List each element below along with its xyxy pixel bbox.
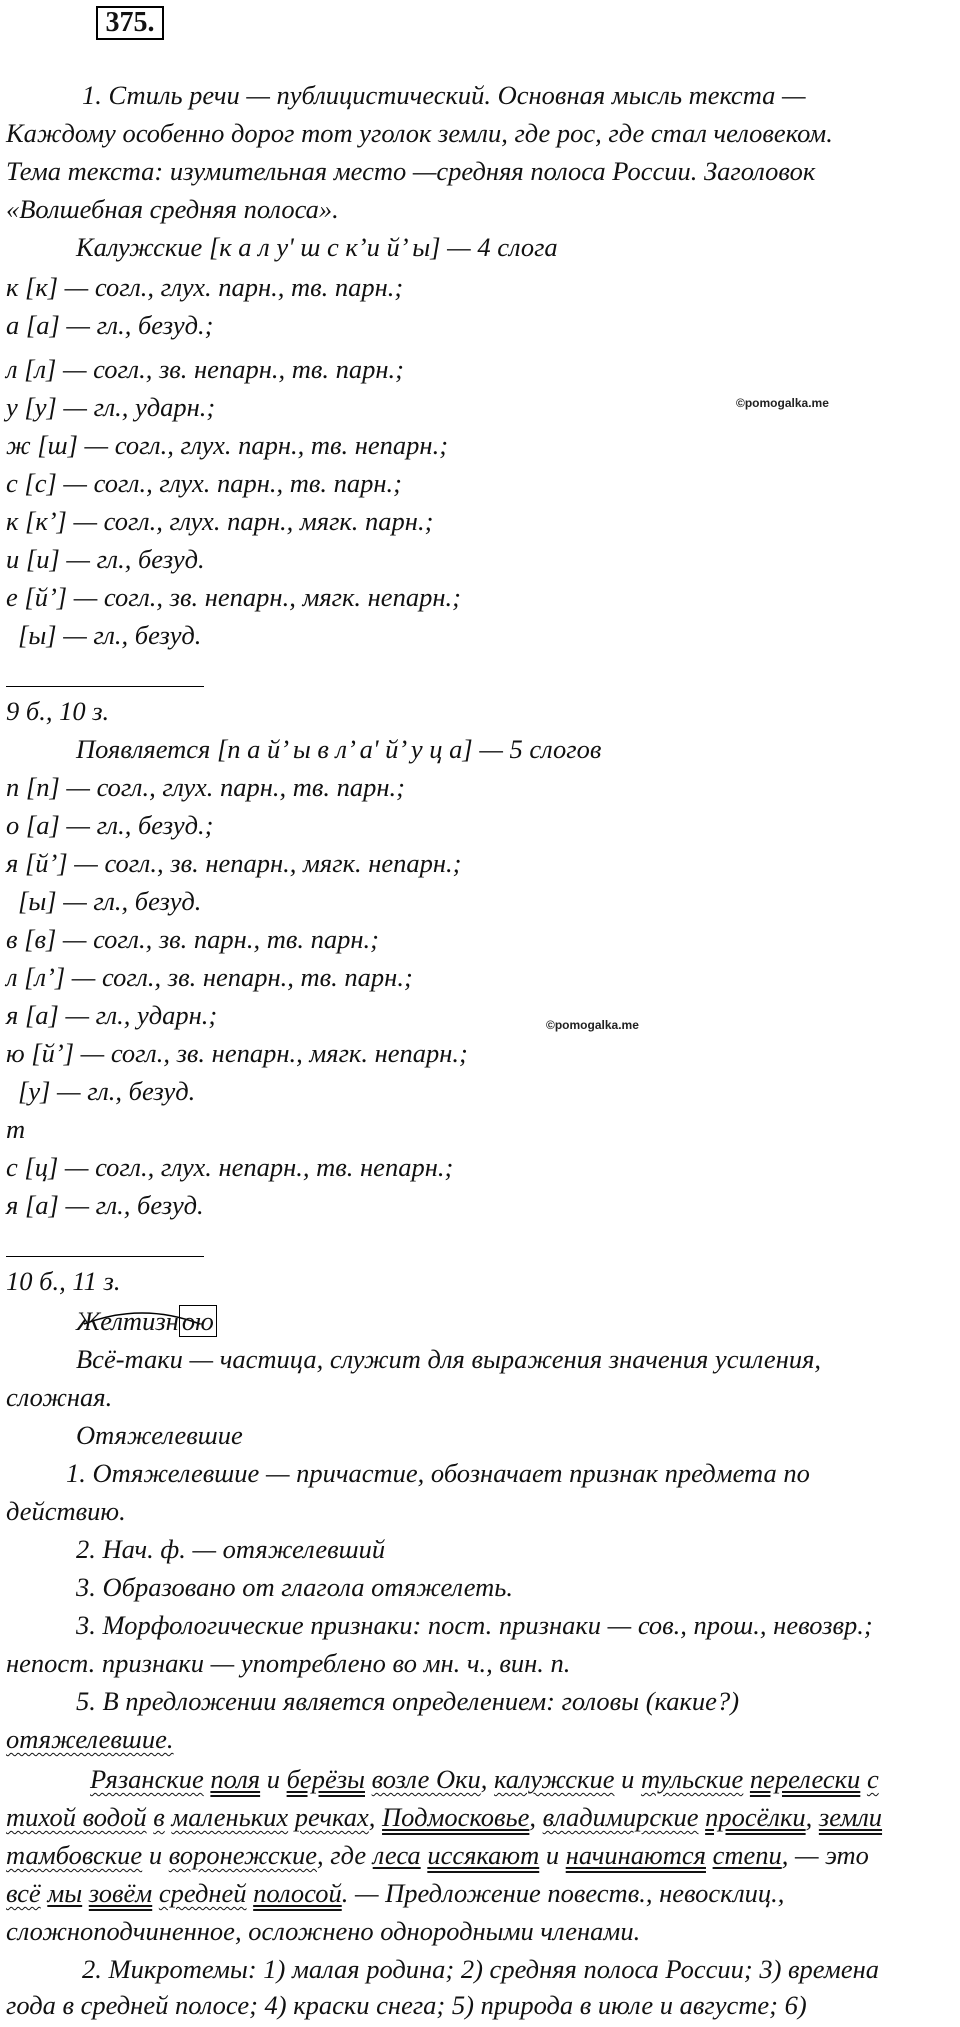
sentence-word: леса	[372, 1840, 421, 1870]
sentence-word: где	[330, 1840, 367, 1870]
divider	[6, 1256, 204, 1257]
sentence-word: мы	[47, 1878, 83, 1908]
sentence-word: калужские	[494, 1764, 615, 1794]
sentence-word: возле Оки	[371, 1764, 481, 1794]
divider	[6, 686, 204, 687]
word-stem: Желтизн	[76, 1306, 179, 1336]
sentence-word: тамбовские	[6, 1840, 143, 1870]
word-1-row: к [к’] — согл., глух. парн., мягк. парн.;	[6, 506, 434, 536]
word-1-transcription: Калужские [к а л у' ш с к’и й’ ы] — 4 слога	[76, 232, 558, 262]
word-1-row: у [у] — гл., ударн.;	[6, 392, 216, 422]
sentence-word: с	[866, 1764, 879, 1794]
word-1-row: [ы] — гл., безуд.	[18, 620, 202, 650]
paragraph-1-line-1: 1. Стиль речи — публицистический. Основная мысль текста —	[82, 80, 806, 110]
sentence-word: маленьких	[171, 1802, 289, 1832]
sentence-word: воронежские	[168, 1840, 317, 1870]
sentence-analysis-line-2: сложноподчиненное, осложнено однородными членами.	[6, 1916, 641, 1946]
word-2-row: т	[6, 1114, 26, 1144]
sentence-word: средней	[158, 1878, 247, 1908]
sentence-word: поля	[210, 1764, 261, 1794]
sentence-word: владимирские	[542, 1802, 699, 1832]
sentence-word: речках	[294, 1802, 369, 1832]
paragraph-1-line-3: Тема текста: изумительная место —средняя полоса России. Заголовок	[6, 156, 816, 186]
morph-step-2: 2. Нач. ф. — отяжелевший	[76, 1534, 386, 1564]
parsed-word: Отяжелевшие	[76, 1420, 243, 1450]
word-2-row: я [а] — гл., безуд.	[6, 1190, 204, 1220]
word-1-total: 9 б., 10 з.	[6, 696, 110, 726]
sentence-word: Рязанские	[90, 1764, 204, 1794]
sentence-word: в	[153, 1802, 165, 1832]
word-2-row: [ы] — гл., безуд.	[18, 886, 202, 916]
vsetaki-line-2: сложная.	[6, 1382, 113, 1412]
sentence-line-2: тихой водой в маленьких речках, Подмосковье, владимирские просёлки, земли	[6, 1802, 883, 1832]
word-1-row: л [л] — согл., зв. непарн., тв. парн.;	[6, 354, 404, 384]
word-1-row: е [й’] — согл., зв. непарн., мягк. непарн.;	[6, 582, 461, 612]
paragraph-2-line-2: года в средней полосе; 4) краски снега; 5) природа в июле и августе; 6)	[6, 1990, 807, 2020]
sentence-word: и	[266, 1764, 280, 1794]
sentence-word: всё	[6, 1878, 41, 1908]
sentence-word: — это	[795, 1840, 869, 1870]
sentence-word: Подмосковье	[382, 1802, 530, 1832]
word-2-row: о [а] — гл., безуд.;	[6, 810, 214, 840]
sentence-line-3: тамбовские и воронежские, где леса иссякают и начинаются степи, — это	[6, 1840, 869, 1870]
sentence-word: и	[148, 1840, 163, 1870]
vsetaki-line-1: Всё-таки — частица, служит для выражения значения усиления,	[76, 1344, 822, 1374]
word-1-row: а [а] — гл., безуд.;	[6, 310, 214, 340]
paragraph-1-line-2: Каждому особенно дорог тот уголок земли, где рос, где стал человеком.	[6, 118, 833, 148]
word-ending-box: ою	[179, 1305, 217, 1337]
morph-step-1a: 1. Отяжелевшие — причастие, обозначает признак предмета по	[66, 1458, 810, 1488]
word-1-row: ж [ш] — согл., глух. парн., тв. непарн.;	[6, 430, 449, 460]
watermark: ©pomogalka.me	[546, 1018, 639, 1032]
sentence-word: зовём	[88, 1878, 153, 1908]
sentence-word: земли	[818, 1802, 883, 1832]
word-2-row: я [й’] — согл., зв. непарн., мягк. непарн.;	[6, 848, 462, 878]
morpheme-word	[76, 1306, 217, 1336]
word-2-row: [у] — гл., безуд.	[18, 1076, 196, 1106]
sentence-word: полосой	[253, 1878, 342, 1908]
sentence-word: тихой водой	[6, 1802, 147, 1832]
sentence-word: тульские	[640, 1764, 744, 1794]
watermark: ©pomogalka.me	[736, 396, 829, 410]
word-1-row: к [к] — согл., глух. парн., тв. парн.;	[6, 272, 404, 302]
word-2-row: л [л’] — согл., зв. непарн., тв. парн.;	[6, 962, 413, 992]
morph-step-3: 3. Образовано от глагола отяжелеть.	[76, 1572, 513, 1602]
word-1-row: и [и] — гл., безуд.	[6, 544, 205, 574]
sentence-word: берёзы	[286, 1764, 365, 1794]
sentence-word: перелески	[749, 1764, 861, 1794]
word-2-row: с [ц] — согл., глух. непарн., тв. непарн.;	[6, 1152, 454, 1182]
word-2-transcription: Появляется [п а й’ ы в л’ а' й’ у ц а] — 5 слогов	[76, 734, 602, 764]
morph-step-1b: действию.	[6, 1496, 126, 1526]
paragraph-1-line-4: «Волшебная средняя полоса».	[6, 194, 339, 224]
sentence-word: степи	[712, 1840, 782, 1870]
paragraph-2-line-1: 2. Микротемы: 1) малая родина; 2) средняя полоса России; 3) времена	[82, 1954, 879, 1984]
word-2-row: ю [й’] — согл., зв. непарн., мягк. непарн.;	[6, 1038, 468, 1068]
word-1-row: с [с] — согл., глух. парн., тв. парн.;	[6, 468, 402, 498]
sentence-word: и	[545, 1840, 560, 1870]
sentence-word: и	[621, 1764, 635, 1794]
sentence-line-1: Рязанские поля и берёзы возле Оки, калужские и тульские перелески с	[90, 1764, 879, 1794]
morph-step-4a: 3. Морфологические признаки: пост. признаки — сов., прош., невозвр.;	[76, 1610, 873, 1640]
word-2-row: в [в] — согл., зв. парн., тв. парн.;	[6, 924, 379, 954]
morph-step-5b	[6, 1724, 174, 1754]
word-2-row: п [п] — согл., глух. парн., тв. парн.;	[6, 772, 405, 802]
wavy-underlined-word: отяжелевшие.	[6, 1724, 174, 1754]
morph-step-4b: непост. признаки — употреблено во мн. ч., вин. п.	[6, 1648, 571, 1678]
word-2-row: я [а] — гл., ударн.;	[6, 1000, 218, 1030]
sentence-analysis: . — Предложение повеств., невосклиц.,	[341, 1878, 785, 1908]
sentence-word: начинаются	[565, 1840, 706, 1870]
sentence-line-4	[6, 1878, 784, 1908]
word-2-total: 10 б., 11 з.	[6, 1266, 121, 1296]
exercise-number: 375.	[96, 6, 164, 40]
morph-step-5a: 5. В предложении является определением: головы (какие?)	[76, 1686, 740, 1716]
sentence-word: просёлки	[705, 1802, 806, 1832]
sentence-word: иссякают	[427, 1840, 540, 1870]
